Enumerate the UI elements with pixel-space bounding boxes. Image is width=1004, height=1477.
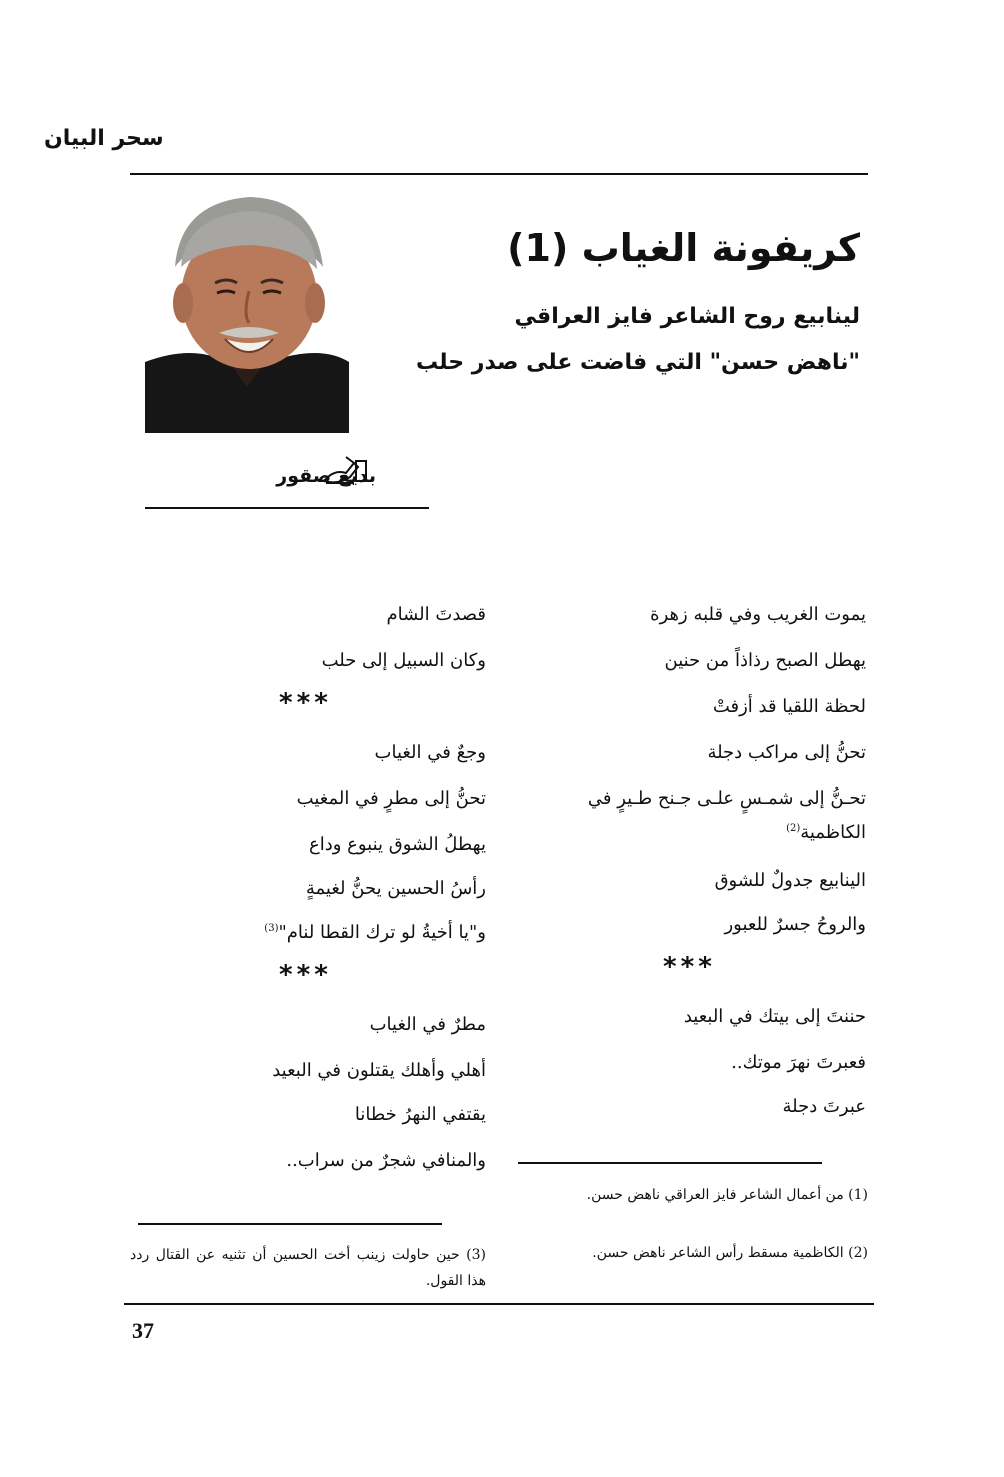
header-rule xyxy=(130,173,868,175)
poem-line: تحنُّ إلى مراكب دجلة xyxy=(707,742,866,763)
author-name: بديع صقور xyxy=(276,465,376,487)
poem-line: و"يا أخيةُ لو ترك القطا لنام" xyxy=(278,922,486,943)
article-subtitle-line1: لينابيع روح الشاعر فايز العراقي xyxy=(514,304,860,329)
poem-line-with-note xyxy=(264,922,486,943)
poem-line: يموت الغريب وفي قلبه زهرة xyxy=(650,604,866,625)
poem-line: رأسُ الحسين يحنُّ لغيمةٍ xyxy=(305,878,486,899)
poem-line: يهطل الصبح رذاذاً من حنين xyxy=(664,650,866,671)
poem-line: أهلي وأهلك يقتلون في البعيد xyxy=(272,1060,486,1081)
poem-line: والروحُ جسرٌ للعبور xyxy=(724,914,866,935)
footnote-1: (1) من أعمال الشاعر فايز العراقي ناهض حسن. xyxy=(586,1187,868,1203)
footnote-ref: (2) xyxy=(786,823,801,834)
poem-line: قصدتَ الشام xyxy=(386,604,486,625)
poem-line: تحـنُّ إلى شمـسٍ علـى جـنح طـيرٍ في xyxy=(587,788,866,809)
poem-line-with-note xyxy=(786,822,866,843)
poem-line: فعبرتَ نهرَ موتك.. xyxy=(731,1052,866,1073)
poem-line: الكاظمية xyxy=(800,822,866,843)
poem-line: وجعٌ في الغياب xyxy=(374,742,486,763)
author-photo xyxy=(145,187,349,433)
poem-line: يهطلُ الشوق ينبوع وداع xyxy=(308,834,486,855)
footnote-2: (2) الكاظمية مسقط رأس الشاعر ناهض حسن. xyxy=(592,1245,868,1261)
footnote-rule-left xyxy=(138,1223,442,1225)
stanza-separator: *** xyxy=(278,960,331,990)
poem-line: وكان السبيل إلى حلب xyxy=(321,650,486,671)
article-subtitle-line2: "ناهض حسن" التي فاضت على صدر حلب xyxy=(416,350,860,375)
footnote-rule-right xyxy=(518,1162,822,1164)
poem-line: تحنُّ إلى مطرٍ في المغيب xyxy=(296,788,486,809)
article-title: كريفونة الغياب (1) xyxy=(507,226,860,270)
poem-line: عبرتَ دجلة xyxy=(782,1096,866,1117)
section-title: سحر البيان xyxy=(44,126,164,151)
poem-line: حننتَ إلى بيتك في البعيد xyxy=(683,1006,866,1027)
footnote-3: (3) حين حاولت زينب أخت الحسين أن تثنيه عن القتال ردد هذا القول. xyxy=(130,1247,486,1289)
footnote-ref: (3) xyxy=(264,923,279,934)
stanza-separator: *** xyxy=(662,952,715,982)
poem-line: والمنافي شجرٌ من سراب.. xyxy=(286,1150,486,1171)
author-rule xyxy=(145,507,429,509)
poem-line: يقتفي النهرُ خطانا xyxy=(354,1104,486,1125)
stanza-separator: *** xyxy=(278,688,331,718)
poem-line: الينابيع جدولٌ للشوق xyxy=(714,870,866,891)
poem-line: لحظة اللقيا قد أزفتْ xyxy=(712,696,866,717)
pen-writing-icon xyxy=(320,451,370,487)
poem-line: مطرٌ في الغياب xyxy=(369,1014,486,1035)
page-number: 37 xyxy=(132,1318,154,1343)
page-bottom-rule xyxy=(124,1303,874,1305)
